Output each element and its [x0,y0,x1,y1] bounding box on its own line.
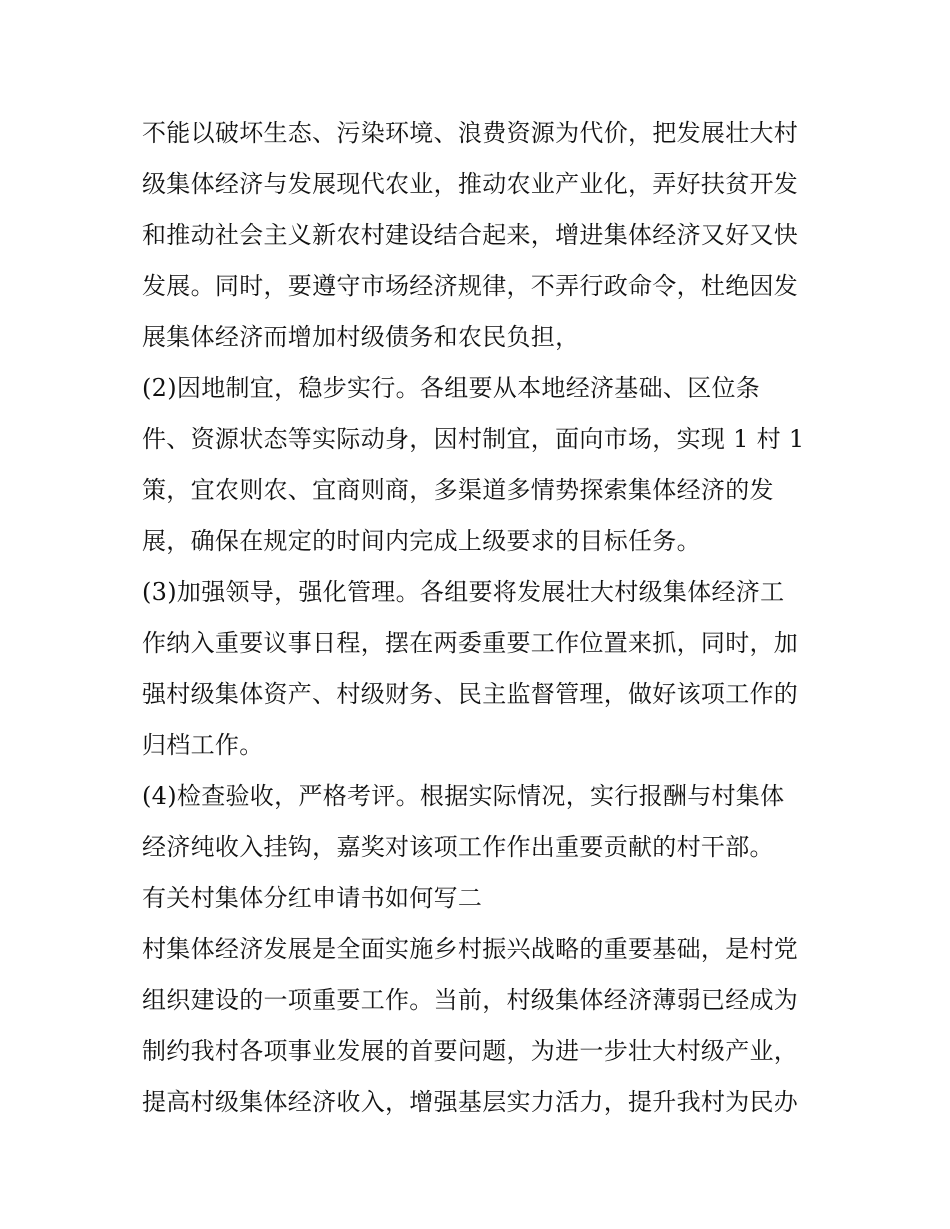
text-line: 归档工作。 [142,731,264,759]
list-item-3: (3)加强领导，强化管理。各组要将发展壮大村级集体经济工 [142,578,785,606]
text-line: 和推动社会主义新农村建设结合起来，增进集体经济又好又快 [142,221,799,249]
text-line: 级集体经济与发展现代农业，推动农业产业化，弄好扶贫开发 [142,170,799,198]
text-line: 村集体经济发展是全面实施乡村振兴战略的重要基础，是村党 [142,935,799,963]
document-body [142,108,822,1128]
text-line: 作纳入重要议事日程，摆在两委重要工作位置来抓，同时，加 [142,629,799,657]
text-line: 展，确保在规定的时间内完成上级要求的目标任务。 [142,527,701,555]
list-item-4: (4)检查验收，严格考评。根据实际情况，实行报酬与村集体 [142,782,785,810]
text-line: 提高村级集体经济收入，增强基层实力活力，提升我村为民办 [142,1088,799,1116]
text-line: 不能以破坏生态、污染环境、浪费资源为代价，把发展壮大村 [142,119,799,147]
text-line: 制约我村各项事业发展的首要问题，为进一步壮大村级产业， [142,1037,799,1065]
section-heading: 有关村集体分红申请书如何写二 [142,884,483,912]
text-line: 展集体经济而增加村级债务和农民负担， [142,323,580,351]
text-line: 经济纯收入挂钩，嘉奖对该项工作作出重要贡献的村干部。 [142,833,774,861]
text-line: 件、资源状态等实际动身，因村制宜，面向市场，实现 1 村 1 [142,425,805,453]
text-line: 策，宜农则农、宜商则商，多渠道多情势探索集体经济的发 [142,476,774,504]
list-item-2: (2)因地制宜，稳步实行。各组要从本地经济基础、区位条 [142,374,761,402]
text-line: 强村级集体资产、村级财务、民主监督管理，做好该项工作的 [142,680,799,708]
text-line: 组织建设的一项重要工作。当前，村级集体经济薄弱已经成为 [142,986,799,1014]
text-line: 发展。同时，要遵守市场经济规律，不弄行政命令，杜绝因发 [142,272,799,300]
